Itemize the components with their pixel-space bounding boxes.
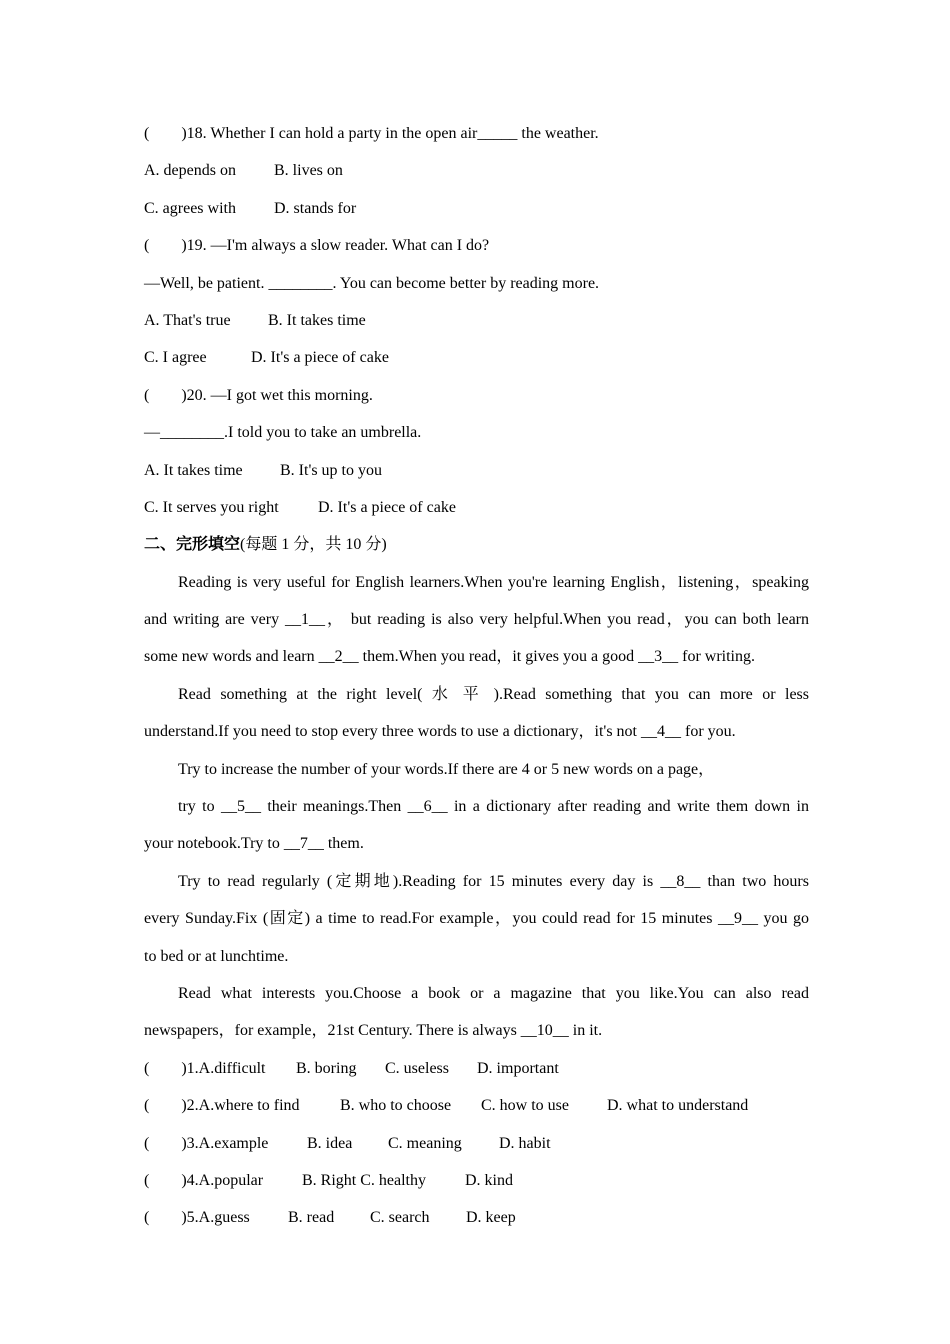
passage-line: Read something at the right level( 水 平 ).Read something that you can more or less: [178, 685, 809, 703]
option-a: A. It takes time: [144, 461, 243, 479]
option-b: B. boring: [296, 1059, 357, 1077]
option-b-and-c: B. Right C. healthy: [302, 1171, 426, 1189]
question-19-options-row-1: [144, 302, 809, 339]
passage-line: every Sunday.Fix (固定) a time to read.For example，you could read for 15 minutes __9__ you go: [144, 910, 809, 928]
passage-line: Read what interests you.Choose a book or a magazine that you like.You can also read: [178, 984, 809, 1002]
option-d: D. It's a piece of cake: [318, 498, 456, 516]
option-c: C. It serves you right: [144, 498, 279, 516]
option-b: B. idea: [307, 1134, 353, 1152]
passage-line: and writing are very __1__， but reading is also very helpful.When you read，you can both learn: [144, 611, 809, 629]
cloze-question-3: [144, 1125, 809, 1162]
option-c: C. agrees with: [144, 199, 236, 217]
option-c: C. search: [370, 1209, 430, 1227]
cloze-question-5: [144, 1199, 809, 1236]
cloze-number-and-option-a: ( )1.A.difficult: [144, 1059, 266, 1077]
option-b: B. It takes time: [268, 311, 366, 329]
option-c: C. meaning: [388, 1134, 462, 1152]
cloze-question-2: [144, 1087, 809, 1124]
option-c: C. how to use: [481, 1097, 569, 1115]
passage-line: newspapers，for example，21st Century. There is always __10__ in it.: [144, 1022, 603, 1040]
option-b: B. read: [288, 1209, 335, 1227]
cloze-number-and-option-a: ( )4.A.popular: [144, 1171, 264, 1189]
section-2-heading: [144, 526, 809, 563]
passage-line: try to __5__ their meanings.Then __6__ in a dictionary after reading and write them down in: [178, 798, 809, 816]
passage-line: understand.If you need to stop every three words to use a dictionary，it's not __4__ for you.: [144, 723, 736, 741]
cloze-number-and-option-a: ( )2.A.where to find: [144, 1097, 300, 1115]
option-b: B. It's up to you: [280, 461, 382, 479]
question-19-options-row-2: [144, 339, 809, 376]
passage-line: Try to increase the number of your words.If there are 4 or 5 new words on a page，: [178, 760, 715, 778]
exam-page: [144, 115, 809, 1237]
question-20-options-row-2: [144, 489, 809, 526]
cloze-question-1: [144, 1050, 809, 1087]
option-d: D. what to understand: [607, 1097, 749, 1115]
option-d: D. stands for: [274, 199, 357, 217]
option-d: D. keep: [466, 1209, 516, 1227]
option-b: B. lives on: [274, 162, 343, 180]
option-c: C. useless: [385, 1059, 449, 1077]
section-2-title: 二、完形填空: [144, 536, 241, 554]
cloze-question-4: [144, 1162, 809, 1199]
cloze-number-and-option-a: ( )5.A.guess: [144, 1209, 250, 1227]
passage-line: Try to read regularly (定期地).Reading for 15 minutes every day is __8__ than two hours: [178, 872, 809, 890]
option-c: C. I agree: [144, 349, 207, 367]
question-18-stem: ( )18. Whether I can hold a party in the open air_____ the weather.: [144, 125, 599, 142]
option-d: D. kind: [465, 1171, 513, 1189]
option-d: D. It's a piece of cake: [251, 349, 389, 367]
cloze-number-and-option-a: ( )3.A.example: [144, 1134, 269, 1152]
passage-line: Reading is very useful for English learners.When you're learning English，listening，speaking: [178, 573, 809, 591]
option-d: D. habit: [499, 1134, 551, 1152]
question-19-stem: ( )19. —I'm always a slow reader. What can I do?: [144, 237, 490, 255]
option-b: B. who to choose: [340, 1097, 452, 1115]
passage-line: some new words and learn __2__ them.When you read，it gives you a good __3__ for writing.: [144, 648, 755, 666]
question-18-options-row-2: [144, 190, 809, 227]
section-2-scoring-note: (每题 1 分，共 10 分): [240, 536, 387, 554]
option-a: A. depends on: [144, 162, 236, 180]
question-20-stem: ( )20. —I got wet this morning.: [144, 386, 373, 404]
passage-line: to bed or at lunchtime.: [144, 947, 289, 965]
question-19-reply: —Well, be patient. ________. You can become better by reading more.: [144, 274, 600, 292]
passage-line: your notebook.Try to __7__ them.: [144, 835, 364, 853]
question-20-options-row-1: [144, 452, 809, 489]
option-d: D. important: [477, 1059, 559, 1077]
option-a: A. That's true: [144, 311, 231, 329]
question-20-reply: —________.I told you to take an umbrella.: [144, 424, 422, 442]
question-18-options-row-1: [144, 152, 809, 189]
